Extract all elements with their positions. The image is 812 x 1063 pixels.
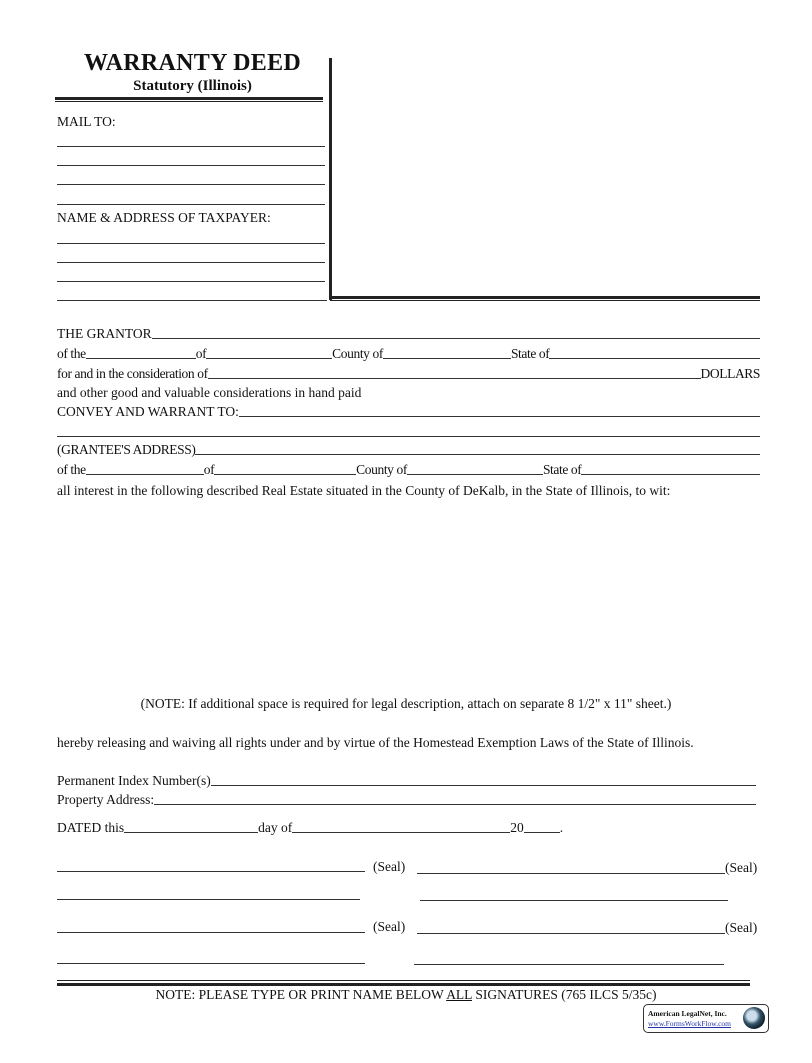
convey-label: CONVEY AND WARRANT TO: (57, 404, 239, 419)
pin-row (57, 773, 756, 788)
dated-row (57, 820, 760, 835)
note-emphasis: ALL (446, 987, 472, 1002)
convey-row (57, 404, 760, 419)
grantor-row (57, 326, 760, 341)
header-divider (55, 97, 323, 102)
grantee-field[interactable] (239, 416, 760, 417)
pin-label: Permanent Index Number(s) (57, 773, 211, 788)
mail-to-line[interactable] (57, 204, 325, 205)
month-field[interactable] (292, 832, 510, 833)
mail-to-label: MAIL TO: (57, 114, 116, 129)
grantee-extra-line[interactable] (57, 436, 760, 437)
grantee-county-field[interactable] (407, 474, 543, 475)
property-address-row (57, 792, 756, 807)
dated-this-label: DATED this (57, 820, 125, 835)
year-prefix: 20 (510, 820, 524, 835)
of-the-label: of the (57, 346, 86, 361)
day-of-label: day of (258, 820, 293, 835)
grantor-municipality-field[interactable] (86, 358, 196, 359)
taxpayer-label: NAME & ADDRESS OF TAXPAYER: (57, 210, 271, 225)
grantee-state-field[interactable] (581, 474, 760, 475)
pin-field[interactable] (211, 785, 756, 786)
seal-label: (Seal) (373, 919, 406, 934)
year-field[interactable] (524, 832, 560, 833)
recorder-box-bottom-border (330, 296, 760, 301)
grantee-address-label: (GRANTEE'S ADDRESS) (57, 442, 196, 457)
real-estate-text: all interest in the following described Real Estate situated in the County of DeKalb, in the State of Illinois, to wit: (57, 483, 671, 498)
note-text: SIGNATURES (765 ILCS 5/35c) (471, 987, 657, 1002)
publisher-name: American LegalNet, Inc. (648, 1009, 727, 1018)
state-of-label: State of (510, 346, 550, 361)
county-of-label: County of (356, 462, 407, 477)
seal-label: (Seal) (725, 860, 758, 875)
day-field[interactable] (124, 832, 258, 833)
document-subtitle: Statutory (Illinois) (133, 78, 252, 94)
taxpayer-line[interactable] (57, 243, 325, 244)
other-consideration-text: and other good and valuable considerations in hand paid (57, 385, 362, 400)
grantee-location-row (57, 462, 760, 477)
seal-label: (Seal) (373, 859, 406, 874)
signature-line[interactable] (57, 871, 365, 872)
signature-note (0, 987, 812, 1003)
grantor-location-row (57, 346, 760, 361)
real-estate-row (57, 483, 760, 498)
of-label: of (203, 462, 215, 477)
grantee-address-row (57, 442, 760, 457)
of-label: of (195, 346, 207, 361)
of-the-label: of the (57, 462, 86, 477)
consideration-label: for and in the consideration of (57, 366, 208, 381)
consideration-field[interactable] (208, 378, 701, 379)
note-text: NOTE: PLEASE TYPE OR PRINT NAME BELOW (155, 987, 447, 1002)
grantee-municipality-field[interactable] (86, 474, 204, 475)
dollars-label: DOLLARS (700, 366, 760, 381)
grantor-state-field[interactable] (549, 358, 760, 359)
signature-line[interactable] (57, 932, 365, 933)
grantor-label: THE GRANTOR (57, 326, 152, 341)
seal-label: (Seal) (725, 920, 758, 935)
county-of-label: County of (332, 346, 383, 361)
homestead-text: hereby releasing and waiving all rights under and by virtue of the Homestead Exemption Laws of the State of Illinois. (57, 735, 694, 750)
grantor-of-field[interactable] (206, 358, 332, 359)
document-title: WARRANTY DEED (83, 50, 302, 76)
globe-icon (743, 1007, 765, 1029)
grantee-of-field[interactable] (214, 474, 356, 475)
taxpayer-line[interactable] (57, 262, 325, 263)
other-consideration-row (57, 385, 760, 400)
recorder-box-vertical-border (329, 58, 332, 300)
state-of-label: State of (542, 462, 582, 477)
grantor-county-field[interactable] (383, 358, 511, 359)
period: . (559, 820, 564, 835)
publisher-logo[interactable] (643, 1004, 769, 1033)
mail-to-line[interactable] (57, 184, 325, 185)
taxpayer-line[interactable] (57, 281, 325, 282)
mail-to-line[interactable] (57, 146, 325, 147)
printed-name-line[interactable] (414, 964, 724, 965)
publisher-url[interactable]: www.FormsWorkFlow.com (648, 1019, 732, 1028)
consideration-row (57, 366, 760, 381)
printed-name-line[interactable] (57, 899, 360, 900)
footer-divider (57, 980, 750, 986)
signature-line[interactable] (417, 933, 725, 934)
printed-name-line[interactable] (57, 963, 365, 964)
property-address-label: Property Address: (57, 792, 155, 807)
grantee-address-field[interactable] (195, 454, 760, 455)
legal-description-note: (NOTE: If additional space is required for legal description, attach on separate 8 1/2" x 11" sheet.) (140, 696, 672, 711)
signature-line[interactable] (417, 873, 725, 874)
taxpayer-line[interactable] (57, 300, 327, 301)
mail-to-line[interactable] (57, 165, 325, 166)
property-address-field[interactable] (154, 804, 756, 805)
printed-name-line[interactable] (420, 900, 728, 901)
grantor-field[interactable] (152, 338, 760, 339)
